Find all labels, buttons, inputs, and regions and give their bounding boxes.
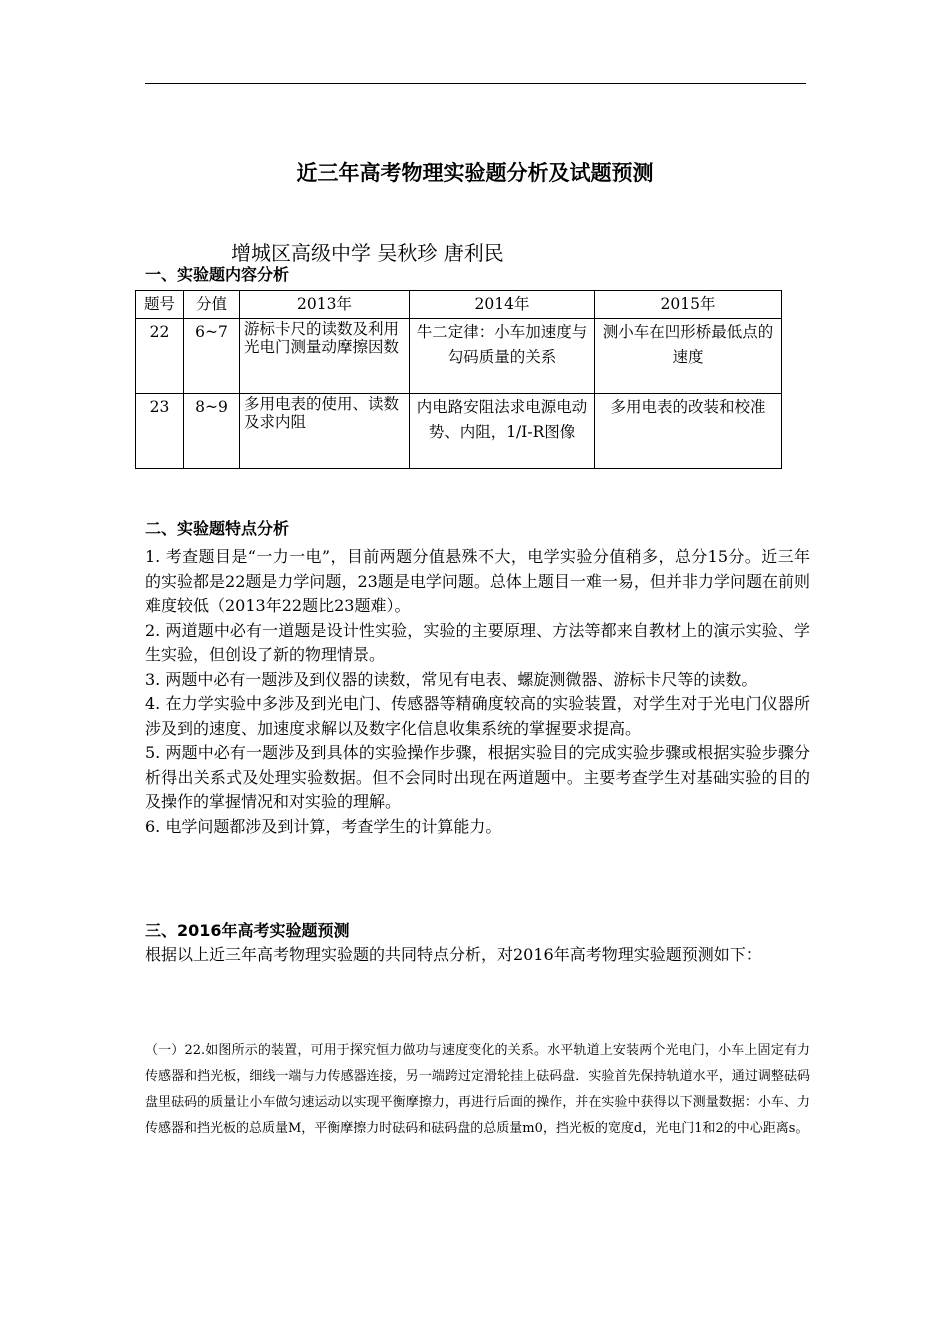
- cell-2015: 多用电表的改装和校准: [595, 394, 782, 469]
- section3-intro: 根据以上近三年高考物理实验题的共同特点分析，对2016年高考物理实验题预测如下：: [145, 945, 762, 964]
- cell-2013: 游标卡尺的读数及利用光电门测量动摩擦因数: [240, 319, 410, 394]
- analysis-table: [135, 290, 782, 469]
- cell-2014: 内电路安阻法求电源电动势、内阻，1/I-R图像: [410, 394, 595, 469]
- table-row: [136, 394, 782, 469]
- section3-heading: 三、2016年高考实验题预测: [145, 921, 350, 940]
- list-item: 4. 在力学实验中多涉及到光电门、传感器等精确度较高的实验装置，对学生对于光电门仪器所涉及到的速度、加速度求解以及数字化信息收集系统的掌握要求提高。: [145, 694, 810, 738]
- page-title: 近三年高考物理实验题分析及试题预测: [296, 161, 654, 185]
- cell-no: 23: [136, 394, 184, 469]
- cell-no: 22: [136, 319, 184, 394]
- header-no: 题号: [136, 291, 184, 319]
- section2-heading: 二、实验题特点分析: [145, 519, 290, 538]
- header-rule: [145, 83, 806, 84]
- section1-heading: 一、实验题内容分析: [145, 265, 290, 284]
- cell-score: 6~7: [184, 319, 240, 394]
- list-item: 2. 两道题中必有一道题是设计性实验，实验的主要原理、方法等都来自教材上的演示实验、学生实验，但创设了新的物理情景。: [145, 620, 810, 664]
- question-text: （一）22.如图所示的装置，可用于探究恒力做功与速度变化的关系。水平轨道上安装两个光电门，小车上固定有力传感器和挡光板，细线一端与力传感器连接，另一端跨过定滑轮挂上砝码盘．实验首先保持轨道水平，通过调整砝码盘里砝码的质量让小车做匀速运动以实现平衡摩擦力，再进行后面的操作，并在实验中获得以下测量数据：小车、力传感器和挡光板的总质量M，平衡摩擦力时砝码和砝码盘的总质量m0，挡光板的宽度d，光电门1和2的中心距离s。: [145, 1043, 810, 1136]
- cell-score: 8~9: [184, 394, 240, 469]
- list-item: 3. 两题中必有一题涉及到仪器的读数，常见有电表、螺旋测微器、游标卡尺等的读数。: [145, 669, 758, 689]
- cell-2014: 牛二定律：小车加速度与勾码质量的关系: [410, 319, 595, 394]
- header-2013: 2013年: [240, 291, 410, 319]
- list-item: 1. 考查题目是“一力一电”，目前两题分值悬殊不大，电学实验分值稍多，总分15分。近三年的实验都是22题是力学问题，23题是电学问题。总体上题目一难一易，但并非力学问题在前则难度较低（2013年22题比23题难）。: [145, 547, 810, 615]
- list-item: 5. 两题中必有一题涉及到具体的实验操作步骤，根据实验目的完成实验步骤或根据实验步骤分析得出关系式及处理实验数据。但不会同时出现在两道题中。主要考查学生对基础实验的目的及操作的掌握情况和对实验的理解。: [145, 743, 810, 811]
- header-2015: 2015年: [595, 291, 782, 319]
- authors: 增城区高级中学 吴秋珍 唐利民: [231, 241, 504, 265]
- header-score: 分值: [184, 291, 240, 319]
- table-header-row: [136, 291, 782, 319]
- header-2014: 2014年: [410, 291, 595, 319]
- cell-2013: 多用电表的使用、读数及求内阻: [240, 394, 410, 469]
- section2-body: [145, 545, 810, 839]
- cell-2015: 测小车在凹形桥最低点的速度: [595, 319, 782, 394]
- list-item: 6. 电学问题都涉及到计算，考查学生的计算能力。: [145, 816, 502, 836]
- table-row: [136, 319, 782, 394]
